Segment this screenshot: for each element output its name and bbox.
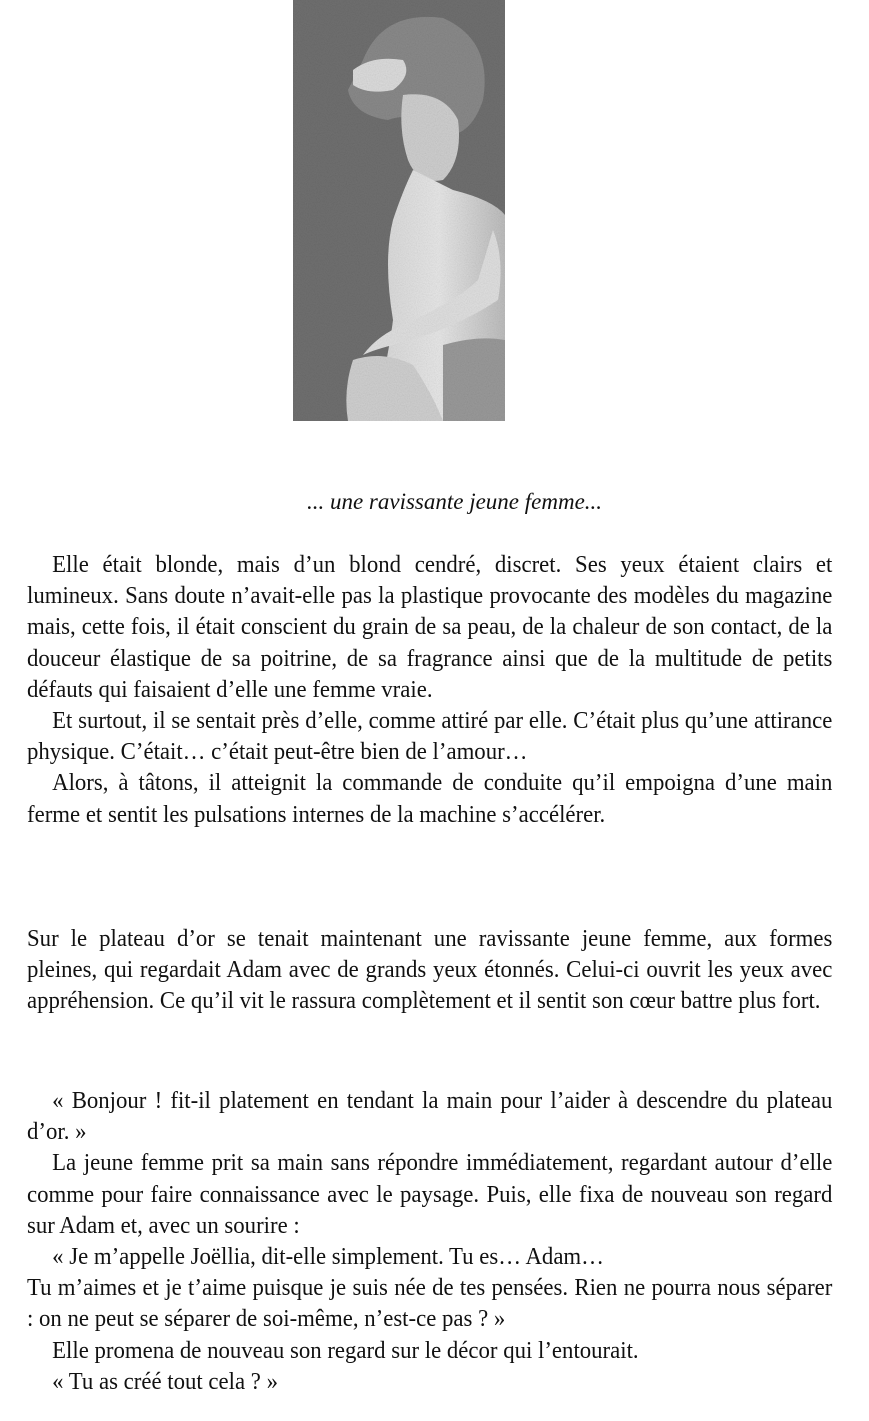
paragraph: La jeune femme prit sa main sans répondre immédiatement, regardant autour d’elle comme pour faire connaissance avec le paysage. Puis, elle fixa de nouveau son regard sur Adam et, avec un sourire : (27, 1149, 833, 1239)
paragraph: Tu m’aimes et je t’aime puisque je suis née de tes pensées. Rien ne pourra nous séparer : on ne peut se séparer de soi-même, n’est-ce pas ? » (27, 1274, 833, 1333)
paragraph: Elle était blonde, mais d’un blond cendré, discret. Ses yeux étaient clairs et lumineux. Sans doute n’avait-elle pas la plastique provocante des modèles du magazine mais, cette fois, il était conscient du grain de sa peau, de la chaleur de son contact, de la douceur élastique de sa poitrine, de sa fragrance ainsi que de la multitude de petits défauts qui faisaient d’elle une femme vraie. (27, 551, 833, 703)
paragraph: Et surtout, il se sentait près d’elle, comme attiré par elle. C’était plus qu’une attirance physique. C’était… c’était peut-être bien de l’amour… (27, 707, 833, 766)
text-section-3 (27, 1085, 832, 1397)
paragraph: Elle promena de nouveau son regard sur le décor qui l’entourait. (52, 1336, 639, 1364)
text-section-2 (27, 923, 832, 1017)
paragraph: « Tu as créé tout cela ? » (52, 1367, 279, 1395)
paragraph: « Je m’appelle Joëllia, dit-elle simplement. Tu es… Adam… (52, 1243, 604, 1271)
engraving-image (293, 0, 505, 421)
portrait-illustration (293, 0, 505, 421)
paragraph: Sur le plateau d’or se tenait maintenant une ravissante jeune femme, aux formes pleines, qui regardait Adam avec de grands yeux étonnés. Celui-ci ouvrit les yeux avec appréhension. Ce qu’il vit le rassura complètement et il sentit son cœur battre plus fort. (27, 925, 833, 1015)
text-section-1 (27, 549, 832, 830)
illustration-caption: ... une ravissante jeune femme... (306, 489, 603, 514)
paragraph: Alors, à tâtons, il atteignit la commande de conduite qu’il empoigna d’une main ferme et sentit les pulsations internes de la machine s’accélérer. (27, 769, 833, 828)
pedestal-shape (443, 338, 505, 421)
paragraph: « Bonjour ! fit-il platement en tendant la main pour l’aider à descendre du plateau d’or. » (27, 1087, 833, 1146)
